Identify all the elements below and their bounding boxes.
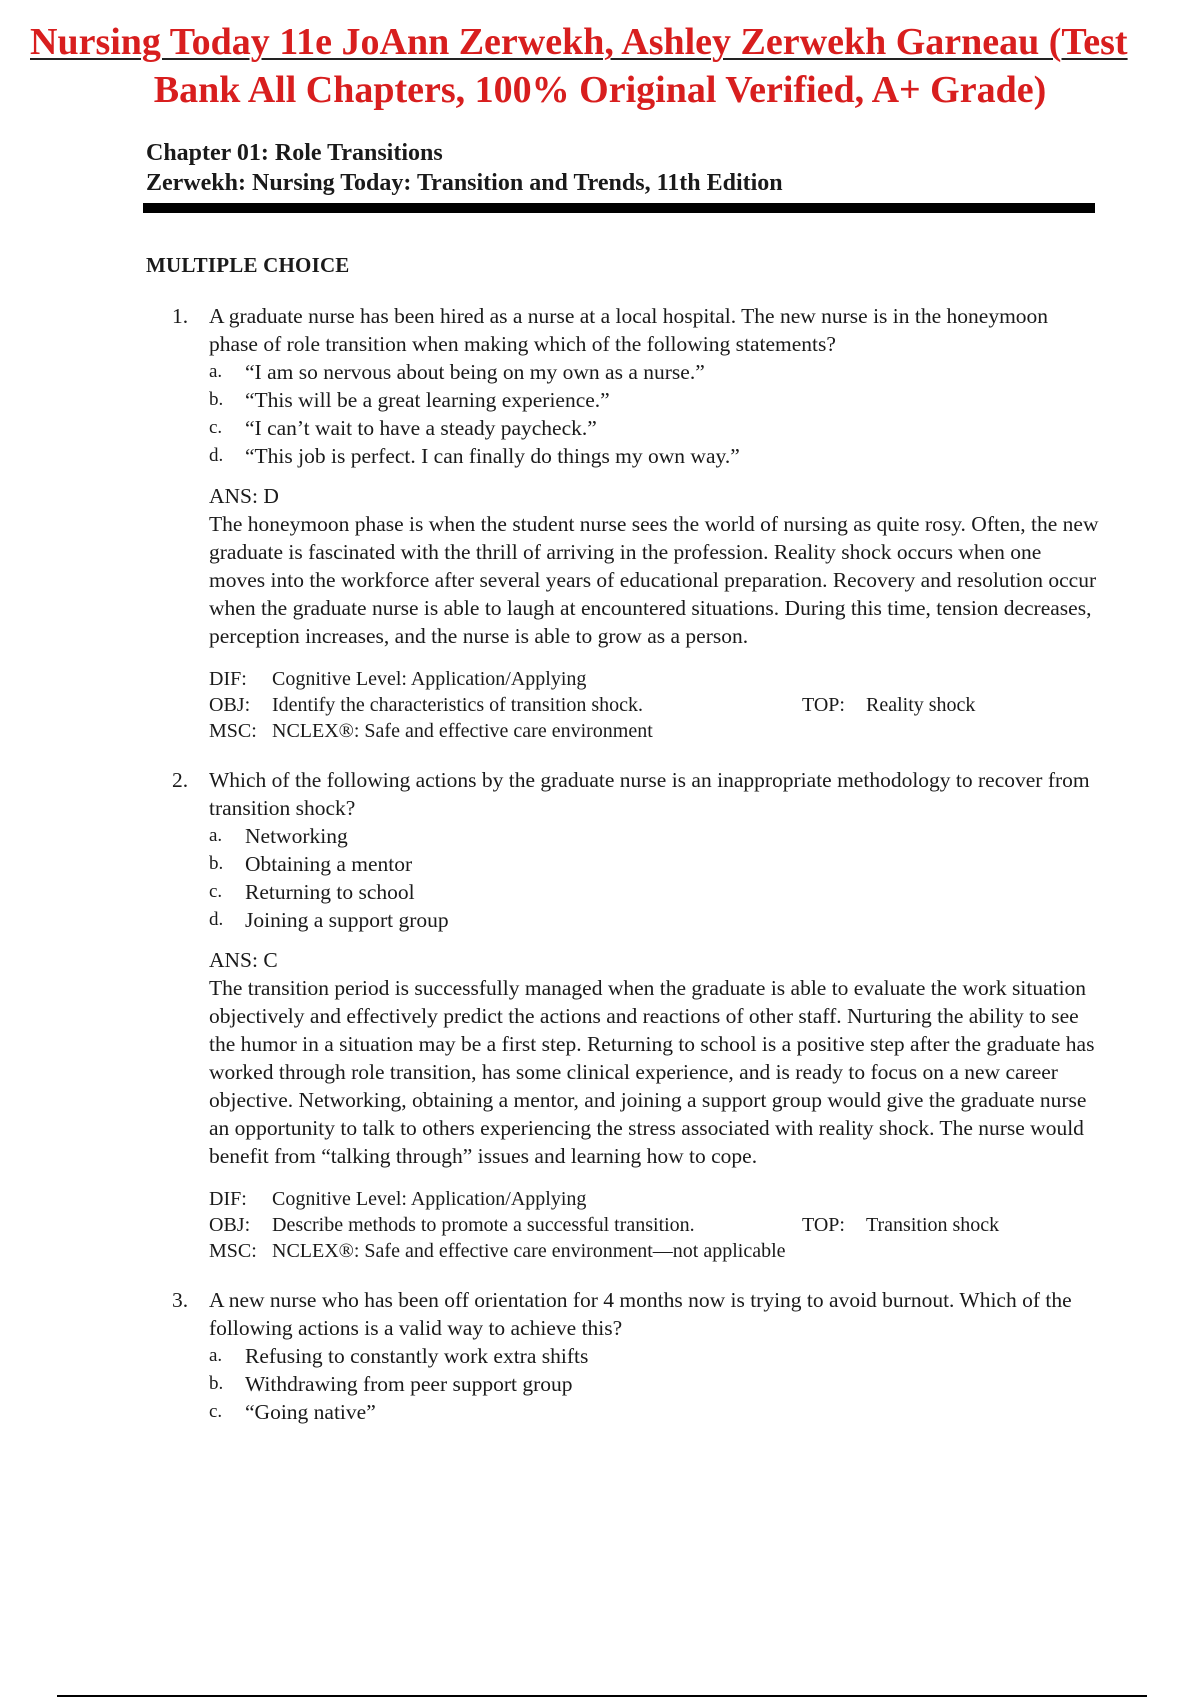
option-letter: c.	[209, 1401, 223, 1422]
msc-row	[209, 1238, 1102, 1264]
option-letter: b.	[209, 853, 224, 874]
question-number: 1.	[172, 304, 189, 328]
msc-label: MSC:	[209, 1240, 257, 1262]
option-text: Joining a support group	[245, 908, 449, 932]
option-letter: b.	[209, 1373, 224, 1394]
option-text: Refusing to constantly work extra shifts	[245, 1344, 589, 1368]
dif-label: DIF:	[209, 1188, 247, 1210]
option-letter: c.	[209, 417, 223, 438]
question-list	[172, 302, 1102, 1448]
msc-row	[209, 718, 1102, 744]
option-c	[209, 878, 1102, 906]
msc-label: MSC:	[209, 720, 257, 742]
option-d	[209, 906, 1102, 934]
section-heading: MULTIPLE CHOICE	[146, 253, 350, 277]
top-value: Reality shock	[866, 694, 976, 716]
question-text: Which of the following actions by the graduate nurse is an inappropriate methodology to recover from transition shock?	[209, 768, 1090, 820]
option-b	[209, 1370, 1102, 1398]
obj-value: Describe methods to promote a successful transition.	[272, 1214, 695, 1236]
option-d	[209, 442, 1102, 470]
option-a	[209, 1342, 1102, 1370]
question-1	[172, 302, 1102, 744]
obj-row	[209, 1212, 1102, 1238]
obj-label: OBJ:	[209, 1214, 251, 1236]
question-2	[172, 766, 1102, 1264]
chapter-header	[146, 138, 1096, 198]
option-list	[209, 1342, 1102, 1426]
option-letter: c.	[209, 881, 223, 902]
option-text: “Going native”	[245, 1400, 376, 1424]
obj-label: OBJ:	[209, 694, 251, 716]
option-text: “I am so nervous about being on my own as a nurse.”	[245, 360, 705, 384]
obj-value: Identify the characteristics of transition shock.	[272, 694, 643, 716]
book-title: Zerwekh: Nursing Today: Transition and Trends, 11th Edition	[146, 170, 783, 196]
chapter-title: Chapter 01: Role Transitions	[146, 140, 443, 166]
rationale: The transition period is successfully managed when the graduate is able to evaluate the work situation objectively and effectively predict the actions and reactions of other staff. Nurturing the ability to see the humor in a situation may be a first step. Returning to school is a positive step after the graduate has worked through role transition, has some clinical experience, and is ready to focus on a new career objective. Networking, obtaining a mentor, and joining a support group would give the graduate nurse an opportunity to talk to others experiencing the stress associated with reality shock. The nurse would benefit from “talking through” issues and learning how to cope.	[209, 976, 1095, 1168]
question-metadata	[209, 1186, 1102, 1264]
dif-value: Cognitive Level: Application/Applying	[272, 668, 587, 690]
option-list	[209, 358, 1102, 470]
rationale: The honeymoon phase is when the student nurse sees the world of nursing as quite rosy. Often, the new graduate is fascinated with the thrill of arriving in the profession. Reality shock occurs when one moves into the workforce after several years of educational preparation. Recovery and resolution occur when the graduate nurse is able to laugh at encountered situations. During this time, tension decreases, perception increases, and the nurse is able to grow as a person.	[209, 512, 1099, 648]
option-letter: d.	[209, 445, 224, 466]
option-c	[209, 1398, 1102, 1426]
option-text: “This job is perfect. I can finally do things my own way.”	[245, 444, 740, 468]
option-text: Obtaining a mentor	[245, 852, 413, 876]
option-a	[209, 822, 1102, 850]
option-letter: b.	[209, 389, 224, 410]
answer-key: ANS: D	[209, 484, 279, 508]
option-letter: a.	[209, 361, 223, 382]
option-letter: d.	[209, 909, 224, 930]
option-a	[209, 358, 1102, 386]
dif-row	[209, 666, 1102, 692]
option-text: “I can’t wait to have a steady paycheck.”	[245, 416, 597, 440]
question-stem	[172, 302, 1102, 358]
question-stem	[172, 766, 1102, 822]
top-field	[802, 1212, 999, 1238]
top-label: TOP:	[802, 1214, 845, 1236]
option-b	[209, 386, 1102, 414]
option-text: Returning to school	[245, 880, 415, 904]
obj-row	[209, 692, 1102, 718]
question-number: 3.	[172, 1288, 189, 1312]
title-line-1: Nursing Today 11e JoAnn Zerwekh, Ashley Zerwekh Garneau (Test	[30, 21, 1128, 63]
top-label: TOP:	[802, 694, 845, 716]
option-text: Networking	[245, 824, 348, 848]
option-letter: a.	[209, 825, 223, 846]
dif-label: DIF:	[209, 668, 247, 690]
option-list	[209, 822, 1102, 934]
question-3	[172, 1286, 1102, 1426]
document-title	[0, 18, 1200, 114]
question-text: A graduate nurse has been hired as a nurse at a local hospital. The new nurse is in the honeymoon phase of role transition when making which of the following statements?	[209, 304, 1049, 356]
option-text: “This will be a great learning experience.”	[245, 388, 610, 412]
title-line-2: Bank All Chapters, 100% Original Verified, A+ Grade)	[153, 69, 1047, 111]
msc-value: NCLEX®: Safe and effective care environment—not applicable	[272, 1240, 786, 1262]
dif-value: Cognitive Level: Application/Applying	[272, 1188, 587, 1210]
msc-value: NCLEX®: Safe and effective care environment	[272, 720, 653, 742]
question-number: 2.	[172, 768, 189, 792]
top-value: Transition shock	[866, 1214, 1000, 1236]
question-stem	[172, 1286, 1102, 1342]
dif-row	[209, 1186, 1102, 1212]
footer-divider	[57, 1695, 1147, 1697]
option-text: Withdrawing from peer support group	[245, 1372, 573, 1396]
option-letter: a.	[209, 1345, 223, 1366]
header-divider	[143, 203, 1095, 213]
answer-key: ANS: C	[209, 948, 278, 972]
option-c	[209, 414, 1102, 442]
top-field	[802, 692, 975, 718]
question-text: A new nurse who has been off orientation for 4 months now is trying to avoid burnout. Which of the following actions is a valid way to achieve this?	[209, 1288, 1072, 1340]
question-metadata	[209, 666, 1102, 744]
option-b	[209, 850, 1102, 878]
